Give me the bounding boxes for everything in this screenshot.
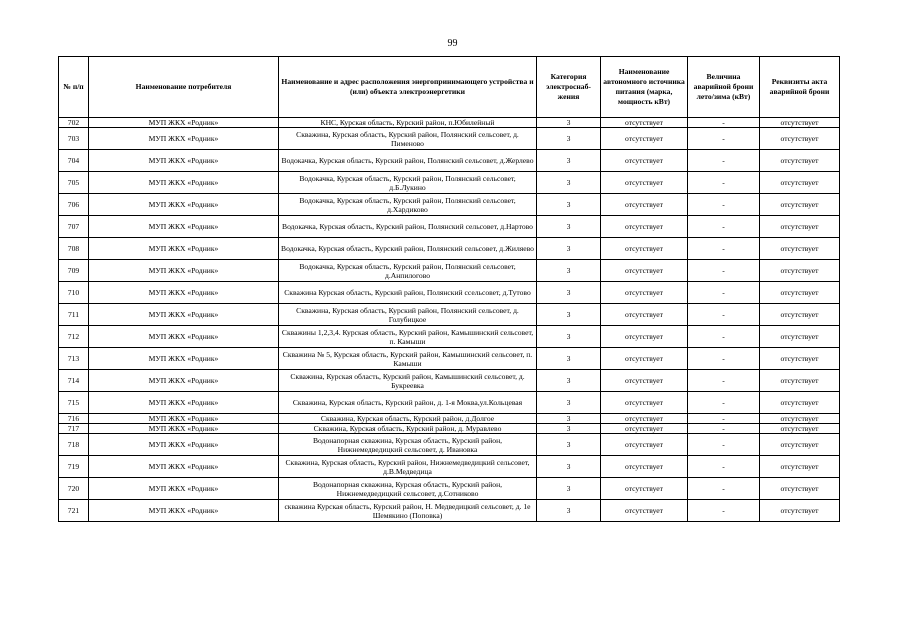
cell-emergency-reserve: -: [688, 304, 760, 326]
cell-consumer: МУП ЖКХ «Родник»: [89, 238, 279, 260]
cell-consumer: МУП ЖКХ «Родник»: [89, 478, 279, 500]
cell-act-details: отсутствует: [760, 238, 840, 260]
cell-act-details: отсутствует: [760, 500, 840, 522]
cell-emergency-reserve: -: [688, 434, 760, 456]
cell-num: 704: [59, 150, 89, 172]
cell-num: 714: [59, 370, 89, 392]
cell-act-details: отсутствует: [760, 392, 840, 414]
table-row: [59, 172, 840, 194]
cell-category: 3: [537, 216, 601, 238]
cell-num: 718: [59, 434, 89, 456]
cell-act-details: отсутствует: [760, 304, 840, 326]
cell-consumer: МУП ЖКХ «Родник»: [89, 500, 279, 522]
cell-num: 706: [59, 194, 89, 216]
cell-autonomous-source: отсутствует: [601, 392, 688, 414]
cell-act-details: отсутствует: [760, 326, 840, 348]
cell-address: Водонапорная скважина, Курская область, Курский район, Нижнемедведицкий сельсовет, д.Сотниково: [279, 478, 537, 500]
cell-consumer: МУП ЖКХ «Родник»: [89, 172, 279, 194]
cell-address: Водокачка, Курская область, Курский район, Полянский сельсовет, д.Анпилогово: [279, 260, 537, 282]
cell-num: 705: [59, 172, 89, 194]
cell-num: 720: [59, 478, 89, 500]
cell-category: 3: [537, 304, 601, 326]
table-row: [59, 118, 840, 128]
cell-act-details: отсутствует: [760, 348, 840, 370]
cell-autonomous-source: отсутствует: [601, 434, 688, 456]
cell-num: 716: [59, 414, 89, 424]
cell-consumer: МУП ЖКХ «Родник»: [89, 194, 279, 216]
cell-num: 710: [59, 282, 89, 304]
cell-num: 709: [59, 260, 89, 282]
cell-act-details: отсутствует: [760, 434, 840, 456]
cell-address: Скважины 1,2,3,4. Курская область, Курский район, Камышинский сельсовет, п. Камыши: [279, 326, 537, 348]
header-category: Категория электроснаб-жения: [537, 57, 601, 118]
cell-act-details: отсутствует: [760, 260, 840, 282]
cell-autonomous-source: отсутствует: [601, 282, 688, 304]
cell-emergency-reserve: -: [688, 414, 760, 424]
cell-emergency-reserve: -: [688, 128, 760, 150]
cell-category: 3: [537, 392, 601, 414]
cell-address: Скважина, Курская область, Курский район, д. Муравлево: [279, 424, 537, 434]
cell-autonomous-source: отсутствует: [601, 172, 688, 194]
cell-category: 3: [537, 424, 601, 434]
cell-num: 717: [59, 424, 89, 434]
cell-address: Водокачка, Курская область, Курский район, Полянский сельсовет, д.Нартово: [279, 216, 537, 238]
table-row: [59, 150, 840, 172]
cell-act-details: отсутствует: [760, 150, 840, 172]
header-address: Наименование и адрес расположения энергопринимающего устройства и (или) объекта электроэнергетики: [279, 57, 537, 118]
cell-category: 3: [537, 414, 601, 424]
cell-autonomous-source: отсутствует: [601, 456, 688, 478]
cell-consumer: МУП ЖКХ «Родник»: [89, 434, 279, 456]
table-row: [59, 194, 840, 216]
table-row: [59, 348, 840, 370]
cell-emergency-reserve: -: [688, 500, 760, 522]
cell-consumer: МУП ЖКХ «Родник»: [89, 282, 279, 304]
cell-consumer: МУП ЖКХ «Родник»: [89, 304, 279, 326]
table-row: [59, 500, 840, 522]
cell-emergency-reserve: -: [688, 282, 760, 304]
cell-consumer: МУП ЖКХ «Родник»: [89, 424, 279, 434]
cell-emergency-reserve: -: [688, 238, 760, 260]
table-row: [59, 260, 840, 282]
cell-emergency-reserve: -: [688, 424, 760, 434]
cell-autonomous-source: отсутствует: [601, 304, 688, 326]
table-row: [59, 414, 840, 424]
table-row: [59, 392, 840, 414]
cell-category: 3: [537, 326, 601, 348]
cell-category: 3: [537, 370, 601, 392]
cell-act-details: отсутствует: [760, 478, 840, 500]
cell-category: 3: [537, 478, 601, 500]
table-row: [59, 456, 840, 478]
cell-act-details: отсутствует: [760, 456, 840, 478]
header-num: № п/п: [59, 57, 89, 118]
cell-autonomous-source: отсутствует: [601, 118, 688, 128]
cell-consumer: МУП ЖКХ «Родник»: [89, 392, 279, 414]
cell-category: 3: [537, 118, 601, 128]
cell-emergency-reserve: -: [688, 370, 760, 392]
cell-emergency-reserve: -: [688, 348, 760, 370]
cell-category: 3: [537, 434, 601, 456]
cell-emergency-reserve: -: [688, 194, 760, 216]
cell-autonomous-source: отсутствует: [601, 500, 688, 522]
cell-consumer: МУП ЖКХ «Родник»: [89, 118, 279, 128]
cell-address: Скважина Курская область, Курский район, Полянский ссельсовет, д.Тутово: [279, 282, 537, 304]
cell-consumer: МУП ЖКХ «Родник»: [89, 150, 279, 172]
cell-category: 3: [537, 172, 601, 194]
cell-category: 3: [537, 282, 601, 304]
cell-category: 3: [537, 456, 601, 478]
cell-num: 703: [59, 128, 89, 150]
cell-num: 712: [59, 326, 89, 348]
header-act-details: Реквизиты акта аварийной брони: [760, 57, 840, 118]
cell-address: Скважина, Курская область, Курский район, д. 1-я Моква,ул.Кольцевая: [279, 392, 537, 414]
table-row: [59, 304, 840, 326]
cell-act-details: отсутствует: [760, 282, 840, 304]
cell-autonomous-source: отсутствует: [601, 260, 688, 282]
cell-consumer: МУП ЖКХ «Родник»: [89, 456, 279, 478]
cell-act-details: отсутствует: [760, 370, 840, 392]
cell-num: 708: [59, 238, 89, 260]
cell-consumer: МУП ЖКХ «Родник»: [89, 348, 279, 370]
cell-num: 707: [59, 216, 89, 238]
cell-category: 3: [537, 150, 601, 172]
cell-emergency-reserve: -: [688, 326, 760, 348]
cell-address: Водонапорная скважина, Курская область, Курский район, Нижнемедведицкий сельсовет, д. Ивановка: [279, 434, 537, 456]
cell-address: Водокачка, Курская область, Курский район, Полянский сельсовет, д.Хардиково: [279, 194, 537, 216]
cell-emergency-reserve: -: [688, 150, 760, 172]
cell-category: 3: [537, 238, 601, 260]
cell-address: Водокачка, Курская область, Курский район, Полянский сельсовет, д.Жерлево: [279, 150, 537, 172]
cell-consumer: МУП ЖКХ «Родник»: [89, 370, 279, 392]
cell-act-details: отсутствует: [760, 128, 840, 150]
cell-act-details: отсутствует: [760, 172, 840, 194]
table-row: [59, 282, 840, 304]
table-row: [59, 478, 840, 500]
cell-num: 721: [59, 500, 89, 522]
cell-address: Скважина, Курская область, Курский район, Камышинский сельсовет, д. Букреевка: [279, 370, 537, 392]
cell-address: Водокачка, Курская область, Курский район, Полянский сельсовет, д.Жиляево: [279, 238, 537, 260]
cell-autonomous-source: отсутствует: [601, 150, 688, 172]
cell-autonomous-source: отсутствует: [601, 414, 688, 424]
cell-category: 3: [537, 348, 601, 370]
table-header-row: [59, 57, 840, 118]
table-row: [59, 370, 840, 392]
cell-act-details: отсутствует: [760, 424, 840, 434]
cell-emergency-reserve: -: [688, 392, 760, 414]
cell-consumer: МУП ЖКХ «Родник»: [89, 260, 279, 282]
cell-address: скважина Курская область, Курский район, Н. Медведицкий сельсовет, д. 1е Шемякино (Поповка): [279, 500, 537, 522]
consumer-registry-table: [58, 56, 840, 522]
cell-act-details: отсутствует: [760, 194, 840, 216]
table-row: [59, 128, 840, 150]
cell-autonomous-source: отсутствует: [601, 348, 688, 370]
cell-act-details: отсутствует: [760, 216, 840, 238]
cell-num: 719: [59, 456, 89, 478]
cell-num: 715: [59, 392, 89, 414]
cell-emergency-reserve: -: [688, 172, 760, 194]
table-row: [59, 434, 840, 456]
cell-category: 3: [537, 260, 601, 282]
cell-consumer: МУП ЖКХ «Родник»: [89, 216, 279, 238]
cell-autonomous-source: отсутствует: [601, 370, 688, 392]
cell-emergency-reserve: -: [688, 456, 760, 478]
cell-emergency-reserve: -: [688, 478, 760, 500]
cell-autonomous-source: отсутствует: [601, 326, 688, 348]
cell-emergency-reserve: -: [688, 260, 760, 282]
cell-act-details: отсутствует: [760, 118, 840, 128]
cell-autonomous-source: отсутствует: [601, 424, 688, 434]
header-emergency-reserve: Величина аварийной брони лето/зима (кВт): [688, 57, 760, 118]
cell-autonomous-source: отсутствует: [601, 128, 688, 150]
cell-category: 3: [537, 128, 601, 150]
cell-autonomous-source: отсутствует: [601, 216, 688, 238]
cell-address: Скважина, Курская область, Курский район, Полянский сельсовет, д. Пименово: [279, 128, 537, 150]
cell-address: Скважина, Курская область, Курский район, Нижнемедведицкий сельсовет, д.В.Медведица: [279, 456, 537, 478]
cell-autonomous-source: отсутствует: [601, 194, 688, 216]
header-consumer: Наименование потребителя: [89, 57, 279, 118]
table-row: [59, 238, 840, 260]
cell-category: 3: [537, 500, 601, 522]
cell-consumer: МУП ЖКХ «Родник»: [89, 414, 279, 424]
cell-num: 711: [59, 304, 89, 326]
cell-address: КНС, Курская область, Курский район, п.Юбилейный: [279, 118, 537, 128]
cell-address: Скважина № 5, Курская область, Курский район, Камышинский сельсовет, п. Камыши: [279, 348, 537, 370]
table-row: [59, 216, 840, 238]
cell-num: 702: [59, 118, 89, 128]
cell-autonomous-source: отсутствует: [601, 478, 688, 500]
cell-num: 713: [59, 348, 89, 370]
table-row: [59, 424, 840, 434]
cell-act-details: отсутствует: [760, 414, 840, 424]
cell-address: Скважина, Курская область, Курский район, Полянский сельсовет, д. Голубицкое: [279, 304, 537, 326]
cell-consumer: МУП ЖКХ «Родник»: [89, 128, 279, 150]
cell-address: Водокачка, Курская область, Курский район, Полянский сельсовет, д.Б.Лукино: [279, 172, 537, 194]
header-autonomous-source: Наименование автономного источника питания (марка, мощность кВт): [601, 57, 688, 118]
cell-emergency-reserve: -: [688, 216, 760, 238]
cell-category: 3: [537, 194, 601, 216]
table-row: [59, 326, 840, 348]
cell-address: Скважина, Курская область, Курский район, д.Долгое: [279, 414, 537, 424]
cell-autonomous-source: отсутствует: [601, 238, 688, 260]
page-number: 99: [447, 38, 458, 49]
cell-emergency-reserve: -: [688, 118, 760, 128]
cell-consumer: МУП ЖКХ «Родник»: [89, 326, 279, 348]
